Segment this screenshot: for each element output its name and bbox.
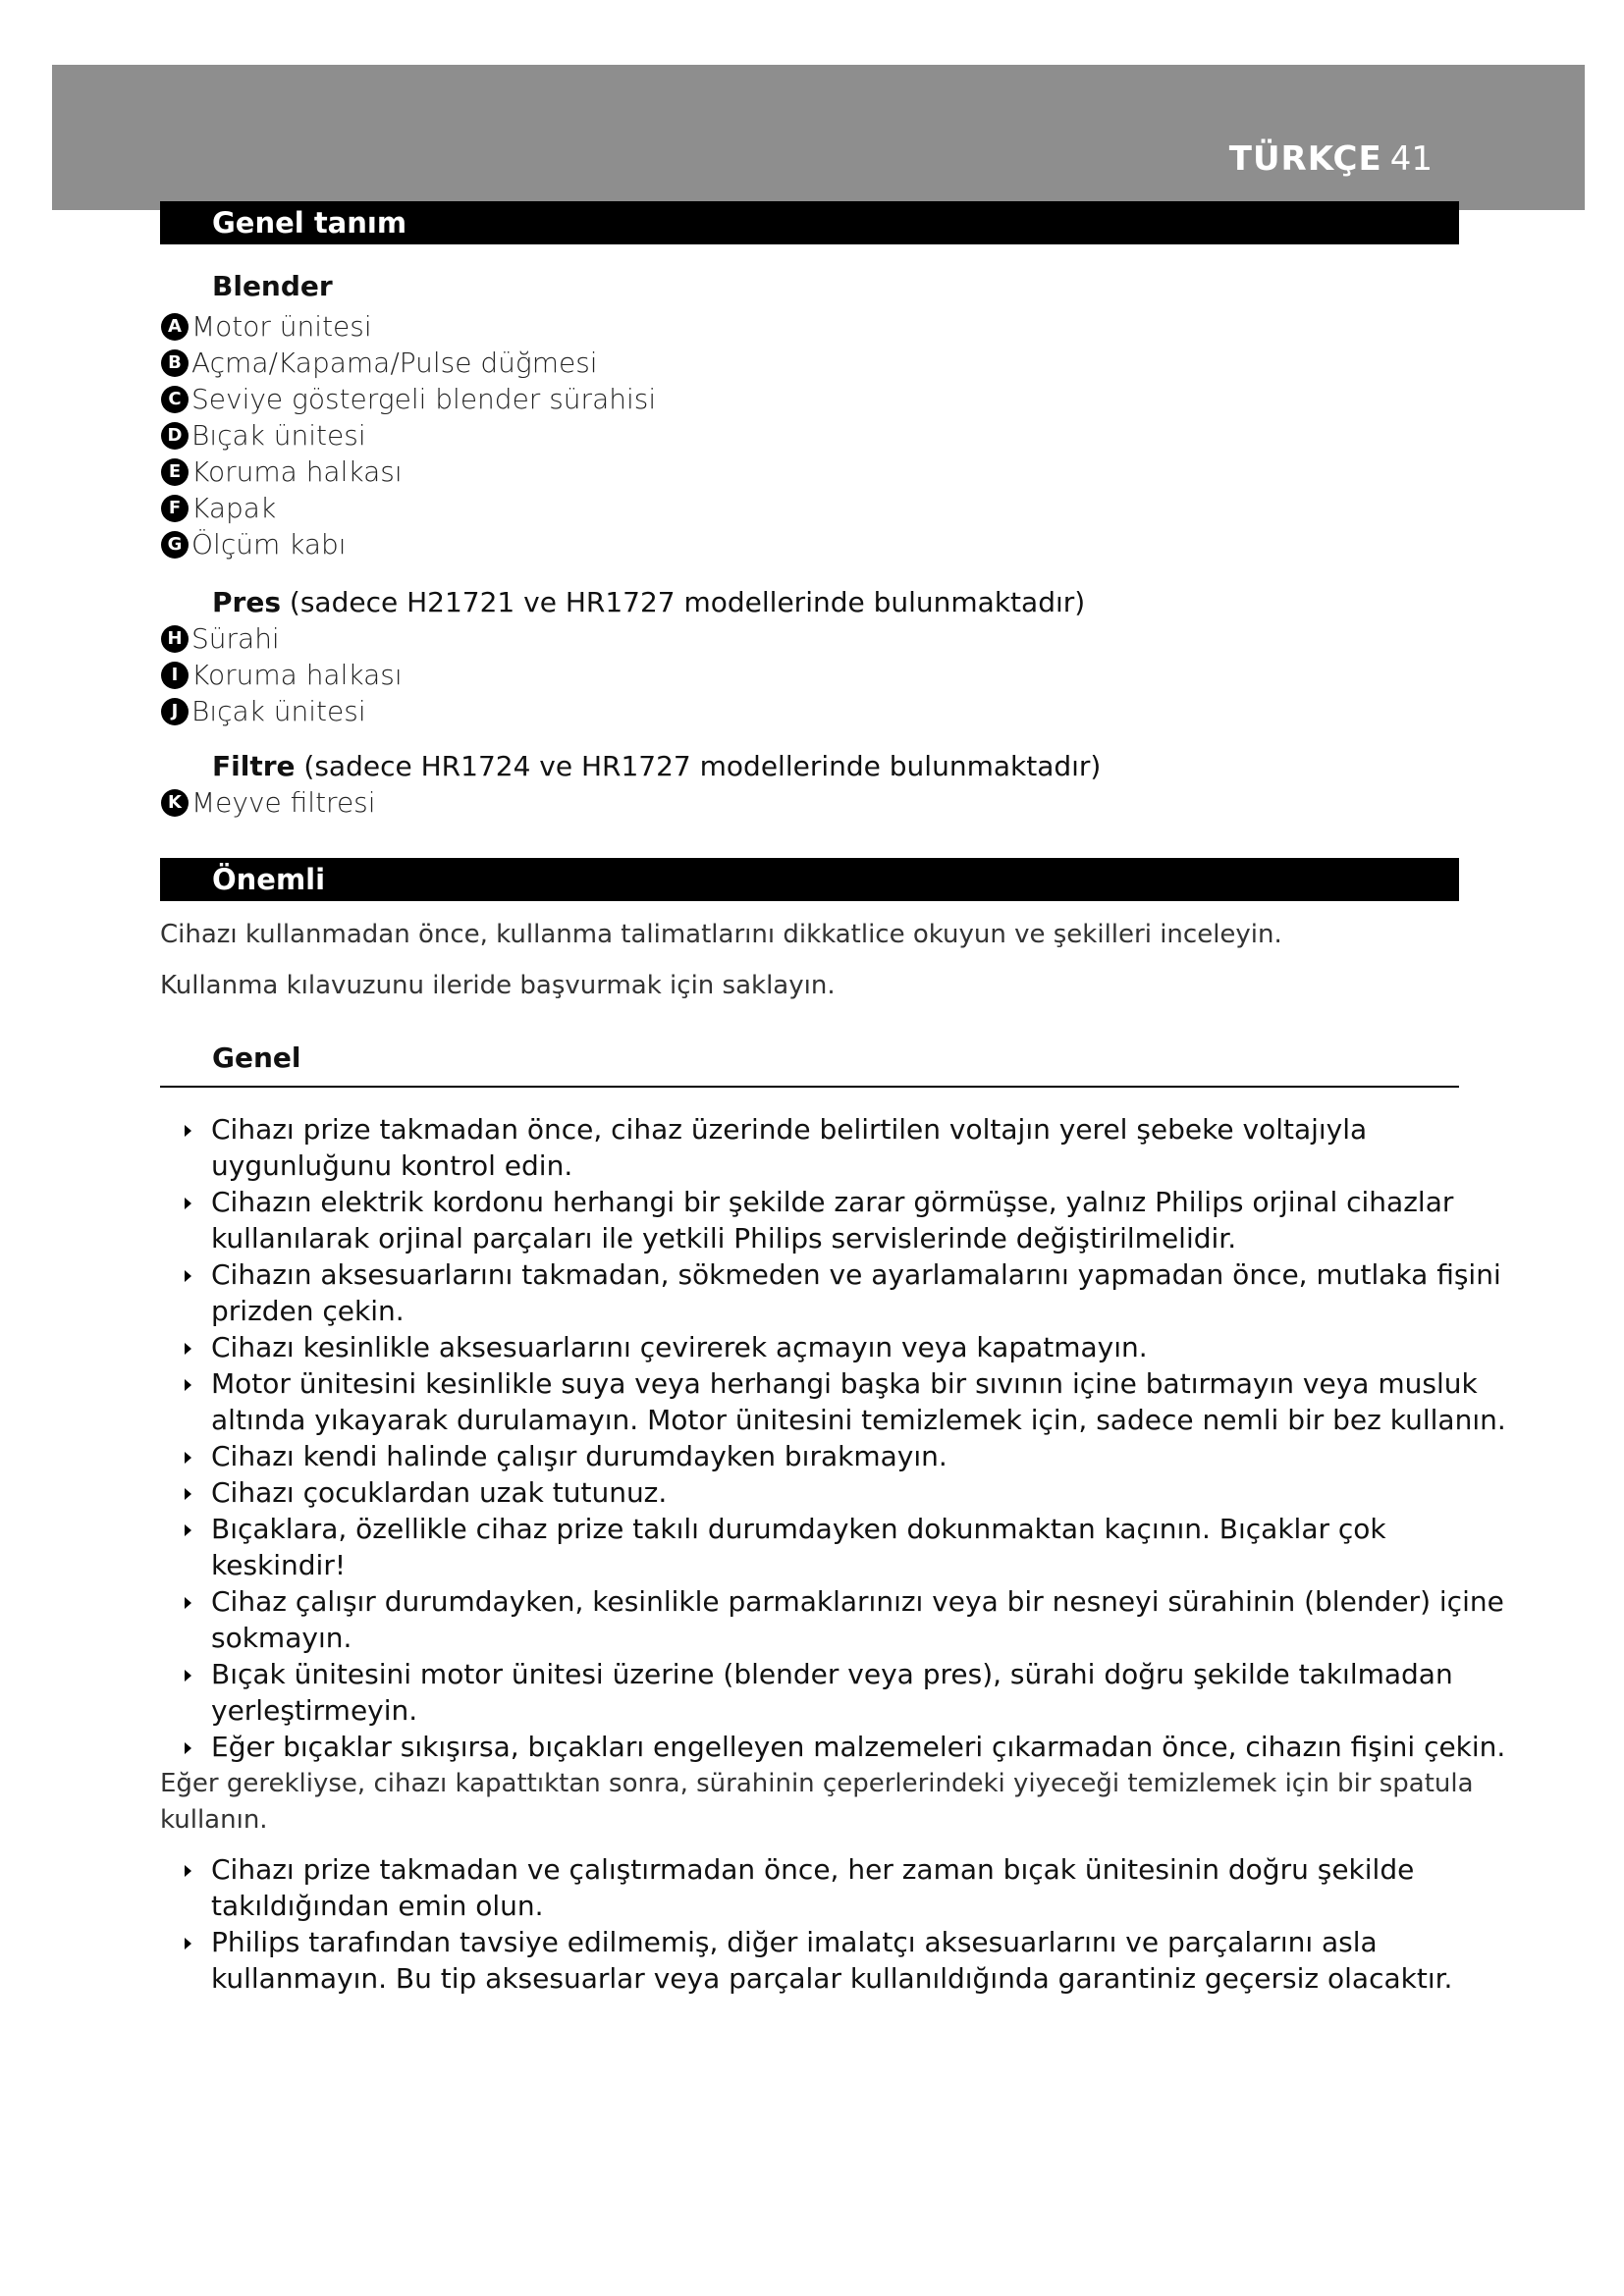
bullet-item bbox=[160, 1256, 1515, 1329]
bullet-text: Bıçak ünitesini motor ünitesi üzerine (blender veya pres), sürahi doğru şekilde takılmadan yerleştirmeyin. bbox=[211, 1658, 1453, 1727]
safety-bullet-list bbox=[160, 1111, 1515, 1997]
section-divider bbox=[160, 1086, 1459, 1088]
bullet-item bbox=[160, 1583, 1515, 1656]
bullet-item bbox=[160, 1851, 1515, 1924]
part-label: Ölçüm kabı bbox=[191, 528, 347, 561]
filtre-heading bbox=[212, 750, 1101, 782]
bullet-item bbox=[160, 1184, 1515, 1256]
letter-g-badge-icon: G bbox=[161, 531, 189, 559]
bullet-arrow-icon bbox=[185, 1379, 191, 1391]
bullet-text: Cihazı prize takmadan ve çalıştırmadan önce, her zaman bıçak ünitesinin doğru şekilde takıldığından emin olun. bbox=[211, 1853, 1415, 1922]
blender-heading bbox=[212, 270, 333, 302]
part-label: Koruma halkası bbox=[191, 659, 403, 691]
letter-a-badge-icon: A bbox=[161, 313, 189, 341]
filtre-note: (sadece HR1724 ve HR1727 modellerinde bulunmaktadır) bbox=[303, 750, 1102, 782]
bullet-arrow-icon bbox=[185, 1488, 191, 1500]
letter-e-badge-icon: E bbox=[161, 458, 189, 486]
part-label: Bıçak ünitesi bbox=[191, 419, 366, 452]
bullet-arrow-icon bbox=[185, 1865, 191, 1877]
part-label: Koruma halkası bbox=[191, 455, 403, 488]
bullet-text: Cihazı çocuklardan uzak tutunuz. bbox=[211, 1476, 668, 1509]
part-item-b bbox=[161, 345, 598, 381]
bullet-arrow-icon bbox=[185, 1597, 191, 1609]
letter-i-badge-icon: I bbox=[161, 662, 189, 689]
part-label: Seviye göstergeli blender sürahisi bbox=[191, 383, 657, 415]
bullet-text: Philips tarafından tavsiye edilmemiş, diğer imalatçı aksesuarlarını ve parçalarını asla kullanmayın. Bu tip aksesuarlar veya parçalar kullanıldığında garantiniz geçersiz olacaktır. bbox=[211, 1926, 1453, 1995]
part-item-a bbox=[161, 308, 372, 345]
bullet-item bbox=[160, 1111, 1515, 1184]
bullet-item bbox=[160, 1924, 1515, 1997]
part-item-k bbox=[161, 784, 376, 821]
bullet-arrow-icon bbox=[185, 1125, 191, 1137]
bullet-item bbox=[160, 1438, 1515, 1474]
important-paragraph: Cihazı kullanmadan önce, kullanma talimatlarını dikkatlice okuyun ve şekilleri inceleyin. bbox=[160, 920, 1282, 949]
bullet-arrow-icon bbox=[185, 1524, 191, 1536]
part-label: Sürahi bbox=[191, 622, 280, 655]
blender-title: Blender bbox=[212, 270, 333, 302]
bullet-arrow-icon bbox=[185, 1270, 191, 1282]
part-label: Kapak bbox=[191, 492, 277, 524]
bullet-arrow-icon bbox=[185, 1452, 191, 1464]
bullet-text: Eğer bıçaklar sıkışırsa, bıçakları engelleyen malzemeleri çıkarmadan önce, cihazın fişini çekin. bbox=[211, 1731, 1506, 1763]
part-label: Açma/Kapama/Pulse düğmesi bbox=[191, 347, 598, 379]
bullet-text: Cihazın elektrik kordonu herhangi bir şekilde zarar görmüşse, yalnız Philips orjinal cihazlar kullanılarak orjinal parçaları ile yetkili Philips servislerinde değiştirilmelidir. bbox=[211, 1186, 1454, 1255]
bullet-text: Cihazı kesinlikle aksesuarlarını çevirerek açmayın veya kapatmayın. bbox=[211, 1331, 1148, 1363]
bullet-item bbox=[160, 1656, 1515, 1729]
part-label: Motor ünitesi bbox=[191, 310, 372, 343]
bullet-item bbox=[160, 1329, 1515, 1365]
page-number: 41 bbox=[1389, 139, 1433, 179]
language-page-label bbox=[1229, 139, 1433, 179]
bullet-item bbox=[160, 1729, 1515, 1765]
section-heading-important: Önemli bbox=[160, 858, 1459, 901]
part-item-g bbox=[161, 526, 347, 562]
bullet-text: Bıçaklara, özellikle cihaz prize takılı durumdayken dokunmaktan kaçının. Bıçaklar çok keskindir! bbox=[211, 1513, 1386, 1581]
bullet-text: Cihazın aksesuarlarını takmadan, sökmeden ve ayarlamalarını yapmadan önce, mutlaka fişini prizden çekin. bbox=[211, 1258, 1501, 1327]
part-item-j bbox=[161, 693, 366, 729]
part-item-e bbox=[161, 454, 403, 490]
part-item-f bbox=[161, 490, 276, 526]
letter-f-badge-icon: F bbox=[161, 495, 189, 522]
bullet-arrow-icon bbox=[185, 1742, 191, 1754]
part-item-i bbox=[161, 657, 403, 693]
letter-k-badge-icon: K bbox=[161, 789, 189, 817]
bullet-text: Cihaz çalışır durumdayken, kesinlikle parmaklarınızı veya bir nesneyi sürahinin (blender) içine sokmayın. bbox=[211, 1585, 1504, 1654]
letter-b-badge-icon: B bbox=[161, 349, 189, 377]
general-heading bbox=[212, 1041, 301, 1074]
bullet-arrow-icon bbox=[185, 1938, 191, 1949]
important-paragraph: Kullanma kılavuzunu ileride başvurmak için saklayın. bbox=[160, 971, 836, 1000]
letter-d-badge-icon: D bbox=[161, 422, 189, 450]
bullet-arrow-icon bbox=[185, 1198, 191, 1209]
bullet-arrow-icon bbox=[185, 1670, 191, 1682]
general-heading-text: Genel bbox=[212, 1041, 301, 1074]
bullet-item bbox=[160, 1365, 1515, 1438]
pres-note: (sadece H21721 ve HR1727 modellerinde bulunmaktadır) bbox=[289, 586, 1086, 618]
letter-c-badge-icon: C bbox=[161, 386, 189, 413]
letter-j-badge-icon: J bbox=[161, 698, 189, 725]
part-item-c bbox=[161, 381, 656, 417]
header-band bbox=[52, 65, 1585, 210]
bullet-item bbox=[160, 1511, 1515, 1583]
bullet-text: Motor ünitesini kesinlikle suya veya herhangi başka bir sıvının içine batırmayın veya musluk altında yıkayarak durulamayın. Motor ünitesini temizlemek için, sadece nemli bir bez kullanın. bbox=[211, 1367, 1506, 1436]
filtre-title: Filtre bbox=[212, 750, 296, 782]
bullet-item bbox=[160, 1474, 1515, 1511]
pres-heading bbox=[212, 586, 1085, 618]
letter-h-badge-icon: H bbox=[161, 625, 189, 653]
part-item-d bbox=[161, 417, 366, 454]
language-label: TÜRKÇE bbox=[1228, 139, 1382, 179]
part-label: Meyve filtresi bbox=[191, 786, 376, 819]
part-label: Bıçak ünitesi bbox=[191, 695, 366, 727]
bullet-text: Cihazı prize takmadan önce, cihaz üzerinde belirtilen voltajın yerel şebeke voltajıyla uygunluğunu kontrol edin. bbox=[211, 1113, 1368, 1182]
part-item-h bbox=[161, 620, 280, 657]
bullet-text: Cihazı kendi halinde çalışır durumdayken bırakmayın. bbox=[211, 1440, 947, 1472]
bullet-arrow-icon bbox=[185, 1343, 191, 1355]
section-heading-general-description: Genel tanım bbox=[160, 201, 1459, 244]
spatula-note: Eğer gerekliyse, cihazı kapattıktan sonra, sürahinin çeperlerindeki yiyeceği temizlemek için bir spatula kullanın. bbox=[160, 1769, 1474, 1835]
pres-title: Pres bbox=[212, 586, 281, 618]
